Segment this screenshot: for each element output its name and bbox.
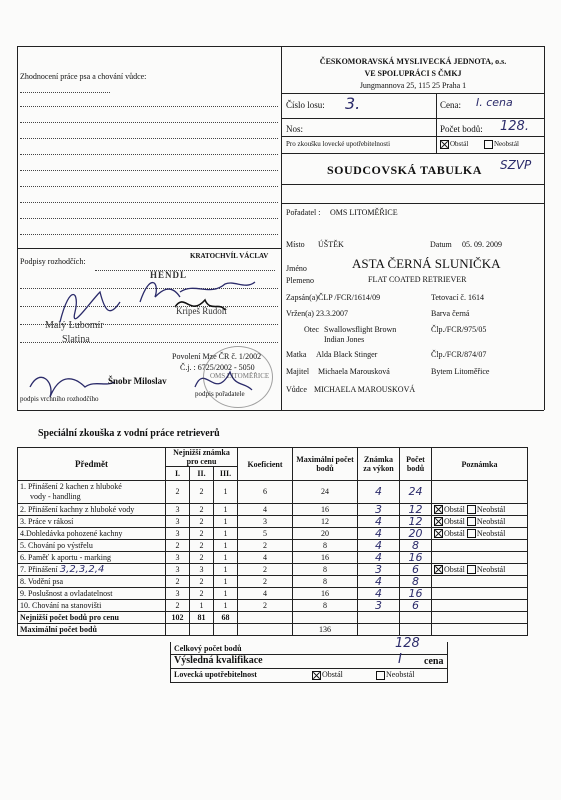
- stamp-text: OMS LITOMĚŘICE: [210, 372, 270, 380]
- row-iii: 1: [214, 516, 238, 528]
- row-subject: 7. Přinášení 3,2,3,2,4: [18, 564, 166, 576]
- row-note: [432, 552, 528, 564]
- header-coefficient: Koeficient: [238, 448, 293, 481]
- residence-value: Bytem Litoměřice: [431, 367, 490, 376]
- color-value: Barva černá: [431, 309, 470, 318]
- row-grade: 4: [358, 528, 400, 540]
- checkbox-checked-icon[interactable]: [434, 517, 443, 526]
- breed-value: FLAT COATED RETRIEVER: [368, 275, 467, 284]
- row-note: [432, 588, 528, 600]
- result-suffix: cena: [424, 656, 444, 667]
- place-label: Místo: [286, 240, 305, 249]
- row-note: Obstál Neobstál: [432, 516, 528, 528]
- header-max-points: Maximální počet bodů: [293, 448, 358, 481]
- checkbox-checked-icon: [312, 671, 321, 680]
- row-subject-hand: 3,2,3,2,4: [59, 563, 105, 575]
- row-i: 3: [166, 564, 190, 576]
- row-max: 8: [293, 564, 358, 576]
- row-max: 16: [293, 552, 358, 564]
- checkbox-checked-icon[interactable]: [434, 505, 443, 514]
- row-ii: 2: [190, 516, 214, 528]
- row-note: [432, 481, 528, 504]
- row-ii: 2: [190, 504, 214, 516]
- cena-label: Cena:: [440, 100, 461, 110]
- row-subject: 1. Přinášení 2 kachen z hluboké vody - handling: [18, 481, 166, 504]
- handler-value: MICHAELA MAROUSKOVÁ: [314, 385, 416, 394]
- total-points-label: Celkový počet bodů: [174, 644, 242, 653]
- father-value-2: Indian Jones: [324, 335, 365, 344]
- breed-label: Plemeno: [286, 276, 314, 285]
- dog-name-label: Jméno: [286, 264, 307, 273]
- min-total-row: [18, 612, 528, 624]
- handler-label: Vůdce: [286, 385, 307, 394]
- scores-table: [17, 447, 528, 636]
- hunting-label: Lovecká upotřebitelnost: [174, 670, 257, 679]
- row-i: 3: [166, 588, 190, 600]
- table-row: [18, 516, 528, 528]
- exam-label: Pro zkoušku lovecké upotřebitelnosti: [286, 140, 391, 148]
- org-sub: VE SPOLUPRÁCI S ČMKJ: [364, 69, 462, 78]
- header-grade-iii: III.: [214, 467, 238, 481]
- row-max: 20: [293, 528, 358, 540]
- row-max: 8: [293, 600, 358, 612]
- row-ii: 2: [190, 576, 214, 588]
- organizer-label: Pořadatel :: [286, 208, 321, 217]
- row-max: 8: [293, 540, 358, 552]
- form-title: SOUDCOVSKÁ TABULKA: [327, 163, 482, 177]
- row-coef: 4: [238, 588, 293, 600]
- row-iii: 1: [214, 600, 238, 612]
- los-value: 3.: [345, 94, 361, 113]
- row-coef: 2: [238, 540, 293, 552]
- table-row: [18, 588, 528, 600]
- org-name: ČESKOMORAVSKÁ MYSLIVECKÁ JEDNOTA, o.s.: [319, 57, 507, 66]
- row-ii: 1: [190, 600, 214, 612]
- chief-judge-caption: podpis vrchního rozhodčího: [20, 395, 99, 403]
- organizer-value: OMS LITOMĚŘICE: [330, 208, 398, 217]
- checkbox-empty-icon[interactable]: [467, 529, 476, 538]
- min-total-label: Nejnižší počet bodů pro cenu: [18, 612, 166, 624]
- row-grade: 4: [358, 588, 400, 600]
- los-label: Číslo losu:: [286, 100, 325, 110]
- header-note: Poznámka: [432, 448, 528, 481]
- mother-value: Alda Black Stinger: [316, 350, 378, 359]
- row-note: [432, 600, 528, 612]
- row-subject: 10. Chování na stanovišti: [18, 600, 166, 612]
- row-coef: 6: [238, 481, 293, 504]
- header-grade-i: I.: [166, 467, 190, 481]
- table-row: [18, 504, 528, 516]
- max-total-value: 136: [293, 624, 358, 636]
- row-grade: 4: [358, 481, 400, 504]
- row-coef: 2: [238, 564, 293, 576]
- date-value: 05. 09. 2009: [462, 240, 502, 249]
- row-grade: 3: [358, 600, 400, 612]
- max-total-row: [18, 624, 528, 636]
- row-points: 12: [400, 516, 432, 528]
- org-address: Jungmannova 25, 115 25 Praha 1: [359, 81, 467, 90]
- row-subject: 6. Paměť k aportu - marking: [18, 552, 166, 564]
- row-note: [432, 540, 528, 552]
- max-total-label: Maximální počet bodů: [18, 624, 166, 636]
- row-subject: 2. Přinášení kachny z hluboké vody: [18, 504, 166, 516]
- row-grade: 4: [358, 552, 400, 564]
- row-points: 16: [400, 588, 432, 600]
- row-max: 24: [293, 481, 358, 504]
- row-i: 2: [166, 540, 190, 552]
- cena-value: I. cena: [476, 96, 513, 109]
- row-coef: 3: [238, 516, 293, 528]
- row-iii: 1: [214, 552, 238, 564]
- header-grade: Známka za výkon: [358, 448, 400, 481]
- body-label: Počet bodů:: [440, 124, 483, 134]
- birth-date-value: Vržen(a) 23.3.2007: [286, 309, 348, 318]
- row-i: 3: [166, 528, 190, 540]
- row-max: 16: [293, 588, 358, 600]
- row-points: 8: [400, 540, 432, 552]
- row-grade: 4: [358, 576, 400, 588]
- row-grade: 4: [358, 540, 400, 552]
- owner-label: Majitel: [286, 367, 310, 376]
- checkbox-empty-icon: [484, 140, 493, 149]
- row-iii: 1: [214, 481, 238, 504]
- row-ii: 2: [190, 588, 214, 600]
- table-row: [18, 540, 528, 552]
- judge-name-maly: Malý Lubomír: [45, 320, 104, 331]
- checkbox-checked-icon[interactable]: [434, 565, 443, 574]
- judge-name-snobr: Šnobr Miloslav: [108, 376, 167, 386]
- judge-name-kratochvil: KRATOCHVÍL VÁCLAV: [190, 252, 269, 260]
- tattoo-value: Tetovací č. 1614: [431, 293, 484, 302]
- min-total-ii: 81: [190, 612, 214, 624]
- header-points: Počet bodů: [400, 448, 432, 481]
- row-subject: 8. Vodění psa: [18, 576, 166, 588]
- mother-reg: Člp./FCR/874/07: [431, 350, 487, 359]
- row-points: 6: [400, 600, 432, 612]
- exam-failed-option[interactable]: Neobstál: [484, 140, 519, 149]
- date-label: Datum: [430, 240, 452, 249]
- row-iii: 1: [214, 576, 238, 588]
- row-max: 8: [293, 576, 358, 588]
- row-iii: 1: [214, 588, 238, 600]
- row-coef: 5: [238, 528, 293, 540]
- row-coef: 4: [238, 504, 293, 516]
- exam-passed-option[interactable]: Obstál: [440, 140, 468, 149]
- nos-label: Nos:: [286, 124, 304, 134]
- table-row: [18, 528, 528, 540]
- section-title: Speciální zkouška z vodní práce retrieverů: [38, 428, 220, 439]
- row-coef: 2: [238, 600, 293, 612]
- row-i: 2: [166, 576, 190, 588]
- judge-name-kripes: Kripeš Rudolf: [176, 306, 228, 316]
- mother-label: Matka: [286, 350, 307, 359]
- row-points: 16: [400, 552, 432, 564]
- checkbox-empty-icon[interactable]: [467, 565, 476, 574]
- header-min-grade: Nejnižší známka pro cenu: [166, 448, 238, 467]
- row-iii: 1: [214, 540, 238, 552]
- table-row: [18, 552, 528, 564]
- min-total-iii: 68: [214, 612, 238, 624]
- row-iii: 1: [214, 564, 238, 576]
- row-iii: 1: [214, 504, 238, 516]
- row-max: 12: [293, 516, 358, 528]
- row-ii: 2: [190, 481, 214, 504]
- row-subject: 9. Poslušnost a ovladatelnost: [18, 588, 166, 600]
- min-total-i: 102: [166, 612, 190, 624]
- owner-value: Michaela Marousková: [318, 367, 390, 376]
- row-ii: 2: [190, 540, 214, 552]
- checkbox-empty-icon[interactable]: [467, 505, 476, 514]
- result-label: Výsledná kvalifikace: [174, 655, 263, 666]
- header-grade-ii: II.: [190, 467, 214, 481]
- row-max: 16: [293, 504, 358, 516]
- dog-name-value: ASTA ČERNÁ SLUNIČKA: [352, 256, 501, 271]
- table-row: [18, 600, 528, 612]
- table-row: [18, 481, 528, 504]
- approval-line-1: Povolení Mze ČR č. 1/2002: [172, 352, 262, 361]
- father-reg: Člp./FCR/975/05: [431, 325, 487, 334]
- judges-label: Podpisy rozhodčích:: [20, 257, 86, 266]
- row-note: Obstál Neobstál: [432, 504, 528, 516]
- table-row: [18, 564, 528, 576]
- row-points: 8: [400, 576, 432, 588]
- checkbox-empty-icon[interactable]: [467, 517, 476, 526]
- judge-name-hendl: HENDL: [150, 270, 188, 280]
- row-points: 24: [400, 481, 432, 504]
- organizer-signature-caption: podpis pořadatele: [195, 390, 245, 398]
- father-label: Otec: [304, 325, 320, 334]
- hunting-passed-option[interactable]: Obstál: [312, 670, 343, 680]
- row-points: 12: [400, 504, 432, 516]
- checkbox-checked-icon[interactable]: [434, 529, 443, 538]
- checkbox-empty-icon: [376, 671, 385, 680]
- row-subject: 5. Chování po výstřelu: [18, 540, 166, 552]
- father-value: Swallowsflight Brown: [324, 325, 397, 334]
- row-grade: 3: [358, 504, 400, 516]
- row-i: 3: [166, 552, 190, 564]
- row-coef: 4: [238, 552, 293, 564]
- checkbox-checked-icon: [440, 140, 449, 149]
- row-grade: 3: [358, 564, 400, 576]
- row-ii: 2: [190, 528, 214, 540]
- row-grade: 4: [358, 516, 400, 528]
- approval-line-2: Č.j. : 6725/2002 - 5050: [180, 363, 255, 372]
- row-i: 3: [166, 516, 190, 528]
- place-value: ÚŠTĚK: [318, 240, 344, 249]
- row-ii: 3: [190, 564, 214, 576]
- row-subject: 3. Práce v rákosí: [18, 516, 166, 528]
- registration-value: Zapsán(a)ČLP /FCR/1614/09: [286, 293, 381, 302]
- evaluation-label: Zhodnocení práce psa a chování vůdce:: [20, 72, 147, 81]
- header-subject: Předmět: [18, 448, 166, 481]
- row-note: Obstál Neobstál: [432, 564, 528, 576]
- row-points: 20: [400, 528, 432, 540]
- row-ii: 2: [190, 552, 214, 564]
- row-i: 3: [166, 504, 190, 516]
- hunting-failed-option[interactable]: Neobstál: [376, 670, 414, 680]
- row-iii: 1: [214, 528, 238, 540]
- row-subject: 4.Dohledávka pohozené kachny: [18, 528, 166, 540]
- row-i: 2: [166, 481, 190, 504]
- result-value: I: [398, 652, 402, 667]
- row-points: 6: [400, 564, 432, 576]
- body-value: 128.: [500, 119, 529, 134]
- row-coef: 2: [238, 576, 293, 588]
- table-row: [18, 576, 528, 588]
- total-points-value: 128: [395, 636, 420, 651]
- row-i: 2: [166, 600, 190, 612]
- row-note: Obstál Neobstál: [432, 528, 528, 540]
- form-title-hand: SZVP: [500, 158, 532, 172]
- judge-name-slatina: Slatina: [62, 334, 90, 345]
- row-note: [432, 576, 528, 588]
